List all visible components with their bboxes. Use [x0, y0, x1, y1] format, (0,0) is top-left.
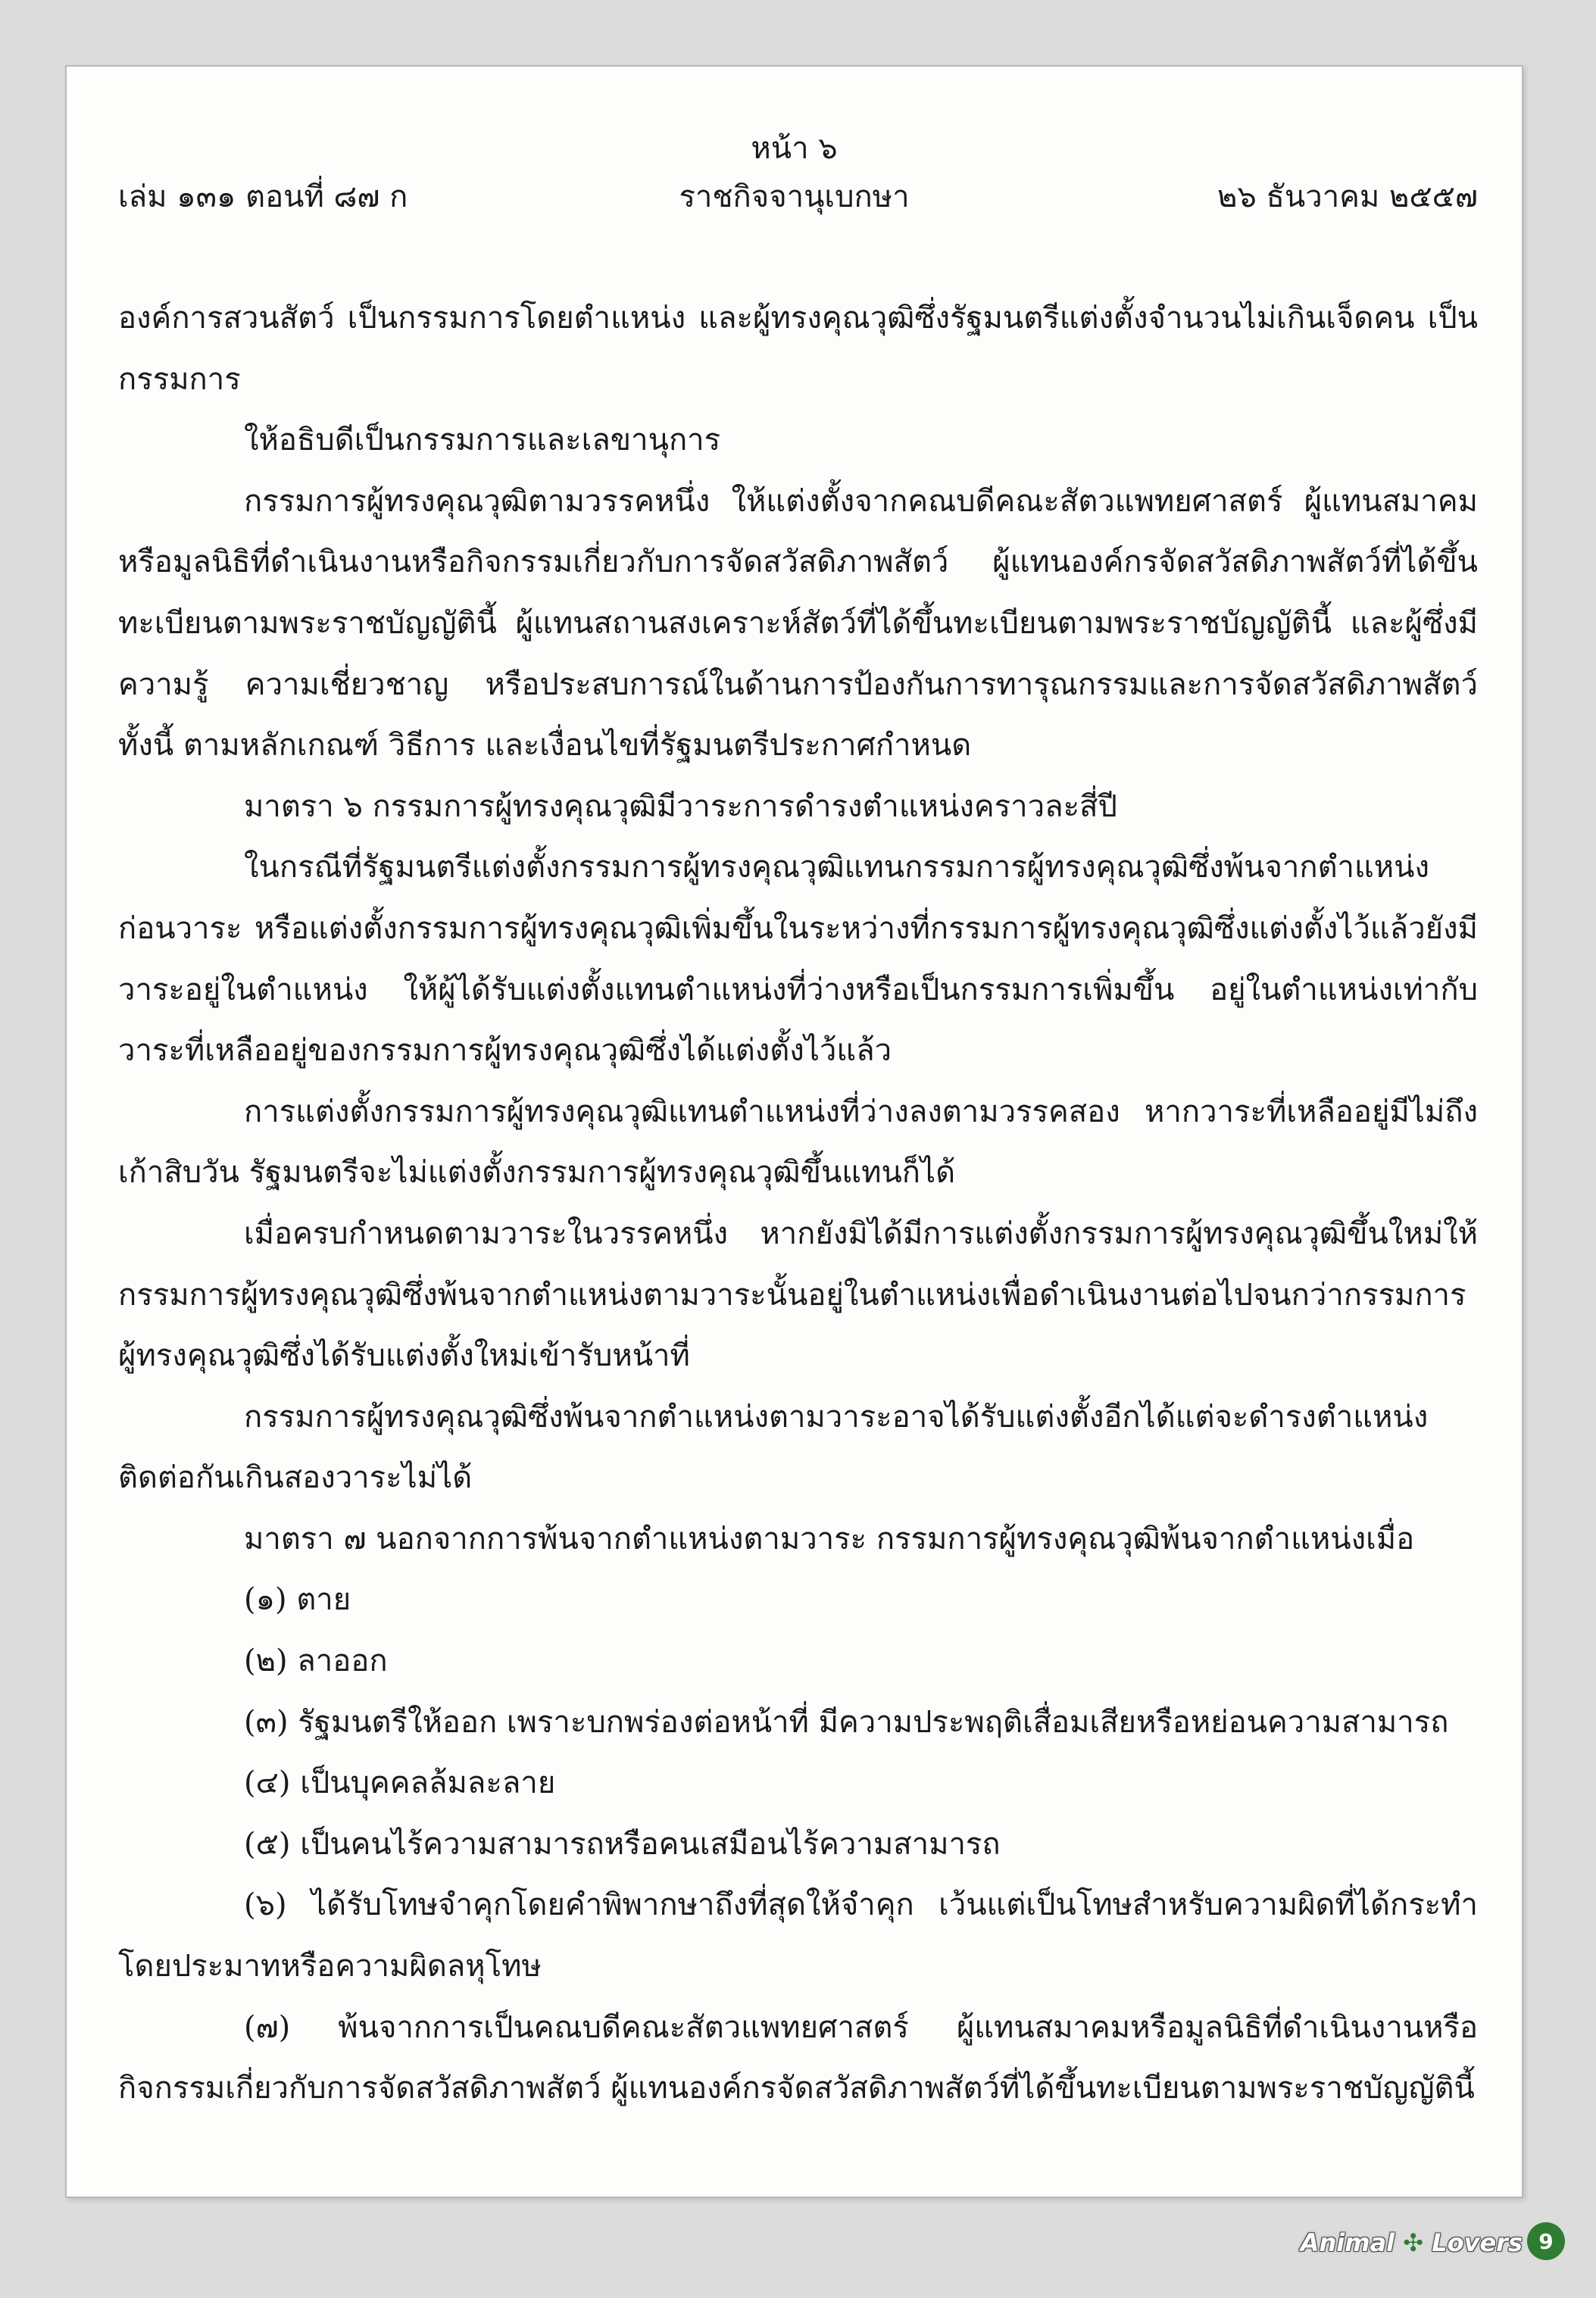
brand-name-left: Animal [1300, 2228, 1395, 2257]
section-heading: มาตรา ๗ นอกจากการพ้นจากตำแหน่งตามวาระ กรรมการผู้ทรงคุณวุฒิพ้นจากตำแหน่งเมื่อ [244, 1521, 1415, 1556]
magazine-page-number: 9 [1527, 2222, 1565, 2260]
page-number-label: หน้า ๖ [751, 131, 838, 166]
paragraph: การแต่งตั้งกรรมการผู้ทรงคุณวุฒิแทนตำแหน่งที่ว่างลงตามวรรคสอง หากวาระที่เหลืออยู่มีไม่ถึงเก้าสิบวัน รัฐมนตรีจะไม่แต่งตั้งกรรมการผู้ทรงคุณวุฒิขึ้นแทนก็ได้ [118, 1094, 1478, 1191]
list-item: (๔) เป็นบุคคลล้มละลาย [244, 1766, 556, 1801]
paragraph: เมื่อครบกำหนดตามวาระในวรรคหนึ่ง หากยังมิได้มีการแต่งตั้งกรรมการผู้ทรงคุณวุฒิขึ้นใหม่ให้กรรมการผู้ทรงคุณวุฒิซึ่งพ้นจากตำแหน่งตามวาระนั้นอยู่ในตำแหน่งเพื่อดำเนินงานต่อไปจนกว่ากรรมการผู้ทรงคุณวุฒิซึ่งได้รับแต่งตั้งใหม่เข้ารับหน้าที่ [118, 1216, 1478, 1374]
paragraph: กรรมการผู้ทรงคุณวุฒิซึ่งพ้นจากตำแหน่งตามวาระอาจได้รับแต่งตั้งอีกได้แต่จะดำรงตำแหน่งติดต่อกันเกินสองวาระไม่ได้ [118, 1399, 1429, 1496]
volume-issue: เล่ม ๑๓๑ ตอนที่ ๘๗ ก [118, 180, 408, 214]
list-item: (๖) ได้รับโทษจำคุกโดยคำพิพากษาถึงที่สุดให้จำคุก เว้นแต่เป็นโทษสำหรับความผิดที่ได้กระทำโดยประมาทหรือความผิดลหุโทษ [118, 1887, 1478, 1984]
list-item: (๗) พ้นจากการเป็นคณบดีคณะสัตวแพทยศาสตร์ ผู้แทนสมาคมหรือมูลนิธิที่ดำเนินงานหรือกิจกรรมเกี่ยวกับการจัดสวัสดิภาพสัตว์ ผู้แทนองค์กรจัดสวัสดิภาพสัตว์ที่ได้ขึ้นทะเบียนตามพระราชบัญญัตินี้ [118, 2009, 1478, 2106]
list-item: (๕) เป็นคนไร้ความสามารถหรือคนเสมือนไร้ความสามารถ [244, 1826, 1001, 1862]
document-body [118, 288, 1478, 2119]
gazette-title: ราชกิจจานุเบกษา [679, 180, 910, 214]
brand-name-right: Lovers [1432, 2228, 1523, 2257]
magazine-footer [1300, 2222, 1565, 2263]
paw-icon: ✣ [1403, 2228, 1424, 2257]
paragraph: กรรมการผู้ทรงคุณวุฒิตามวรรคหนึ่ง ให้แต่งตั้งจากคณบดีคณะสัตวแพทยศาสตร์ ผู้แทนสมาคมหรือมูลนิธิที่ดำเนินงานหรือกิจกรรมเกี่ยวกับการจัดสวัสดิภาพสัตว์ ผู้แทนองค์กรจัดสวัสดิภาพสัตว์ที่ได้ขึ้นทะเบียนตามพระราชบัญญัตินี้ ผู้แทนสถานสงเคราะห์สัตว์ที่ได้ขึ้นทะเบียนตามพระราชบัญญัตินี้ และผู้ซึ่งมีความรู้ ความเชี่ยวชาญ หรือประสบการณ์ในด้านการป้องกันการทารุณกรรมและการจัดสวัสดิภาพสัตว์ ทั้งนี้ ตามหลักเกณฑ์ วิธีการ และเงื่อนไขที่รัฐมนตรีประกาศกำหนด [118, 483, 1478, 763]
list-item: (๒) ลาออก [244, 1644, 388, 1679]
publication-date: ๒๖ ธันวาคม ๒๕๕๗ [1217, 180, 1478, 214]
list-item: (๓) รัฐมนตรีให้ออก เพราะบกพร่องต่อหน้าที่ มีความประพฤติเสื่อมเสียหรือหย่อนความสามารถ [244, 1704, 1449, 1740]
paragraph: ในกรณีที่รัฐมนตรีแต่งตั้งกรรมการผู้ทรงคุณวุฒิแทนกรรมการผู้ทรงคุณวุฒิซึ่งพ้นจากตำแหน่งก่อนวาระ หรือแต่งตั้งกรรมการผู้ทรงคุณวุฒิเพิ่มขึ้นในระหว่างที่กรรมการผู้ทรงคุณวุฒิซึ่งแต่งตั้งไว้แล้วยังมีวาระอยู่ในตำแหน่ง ให้ผู้ได้รับแต่งตั้งแทนตำแหน่งที่ว่างหรือเป็นกรรมการเพิ่มขึ้น อยู่ในตำแหน่งเท่ากับวาระที่เหลืออยู่ของกรรมการผู้ทรงคุณวุฒิซึ่งได้แต่งตั้งไว้แล้ว [118, 850, 1478, 1069]
brand-logo [1301, 2228, 1523, 2257]
section-heading: มาตรา ๖ กรรมการผู้ทรงคุณวุฒิมีวาระการดำรงตำแหน่งคราวละสี่ปี [244, 788, 1117, 824]
gazette-header [67, 126, 1522, 232]
paragraph: ให้อธิบดีเป็นกรรมการและเลขานุการ [244, 423, 721, 458]
paragraph: องค์การสวนสัตว์ เป็นกรรมการโดยตำแหน่ง และผู้ทรงคุณวุฒิซึ่งรัฐมนตรีแต่งตั้งจำนวนไม่เกินเจ็ดคน เป็นกรรมการ [118, 301, 1478, 397]
document-page [65, 65, 1523, 2198]
list-item: (๑) ตาย [244, 1582, 351, 1618]
